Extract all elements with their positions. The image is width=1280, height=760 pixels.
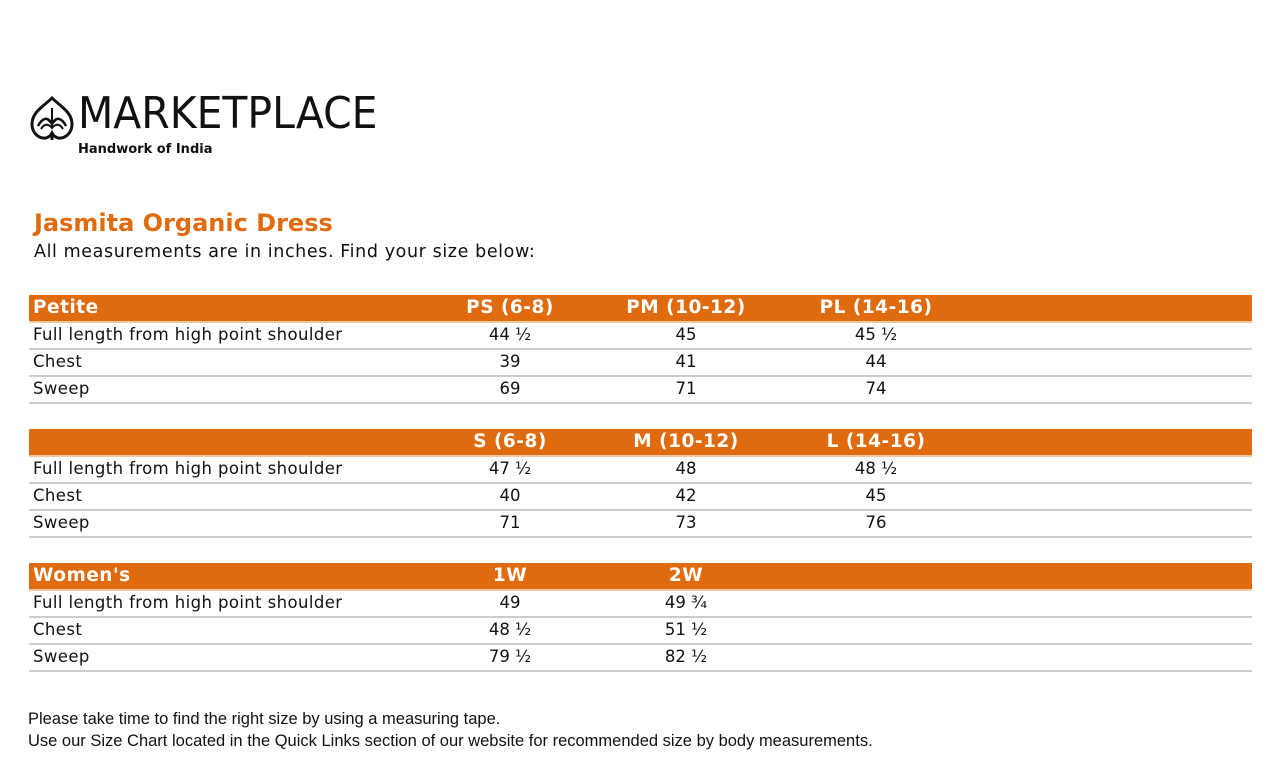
table-cell: 42 xyxy=(675,486,697,505)
table-row xyxy=(29,511,1252,538)
row-label: Full length from high point shoulder xyxy=(33,459,343,478)
table-cell: 71 xyxy=(499,513,521,532)
table-cell: 47 ½ xyxy=(488,459,532,478)
row-label: Chest xyxy=(33,352,83,371)
table-cell: 41 xyxy=(675,352,697,371)
table-cell: 44 ½ xyxy=(488,325,532,344)
row-label: Chest xyxy=(33,486,83,505)
table-cell: 45 ½ xyxy=(854,325,898,344)
row-label: Sweep xyxy=(33,647,90,666)
size-header: M (10-12) xyxy=(633,431,739,452)
table-cell: 45 xyxy=(675,325,697,344)
footer-note: Use our Size Chart located in the Quick Links section of our website for recommended size by body measurements. xyxy=(28,732,873,750)
table-label: Women's xyxy=(33,565,131,586)
size-header: PL (14-16) xyxy=(819,297,933,318)
row-label: Full length from high point shoulder xyxy=(33,325,343,344)
row-label: Sweep xyxy=(33,513,90,532)
table-row xyxy=(29,484,1252,511)
table-header-row xyxy=(29,295,1252,323)
brand-name: MARKETPLACE xyxy=(78,88,378,139)
table-cell: 48 ½ xyxy=(488,620,532,639)
size-header: L (14-16) xyxy=(826,431,926,452)
table-row xyxy=(29,377,1252,404)
table-cell: 49 ¾ xyxy=(664,593,708,612)
table-row xyxy=(29,457,1252,484)
size-header: S (6-8) xyxy=(473,431,547,452)
table-cell: 48 ½ xyxy=(854,459,898,478)
size-table-womens xyxy=(29,563,1252,672)
table-cell: 73 xyxy=(675,513,697,532)
table-header-row xyxy=(29,429,1252,457)
table-cell: 48 xyxy=(675,459,697,478)
table-cell: 39 xyxy=(499,352,521,371)
table-cell: 51 ½ xyxy=(664,620,708,639)
footer-note: Please take time to find the right size by using a measuring tape. xyxy=(28,710,501,728)
table-header-row xyxy=(29,563,1252,591)
table-row xyxy=(29,591,1252,618)
table-row xyxy=(29,645,1252,672)
size-table-petite xyxy=(29,295,1252,404)
table-row xyxy=(29,350,1252,377)
product-title: Jasmita Organic Dress xyxy=(34,209,333,237)
table-row xyxy=(29,618,1252,645)
measurement-note: All measurements are in inches. Find your size below: xyxy=(34,242,536,262)
brand-tagline: Handwork of India xyxy=(78,142,213,157)
table-cell: 69 xyxy=(499,379,521,398)
table-cell: 49 xyxy=(499,593,521,612)
size-table-misses xyxy=(29,429,1252,538)
table-cell: 45 xyxy=(865,486,887,505)
table-cell: 76 xyxy=(865,513,887,532)
leaf-logo-icon xyxy=(30,96,74,142)
size-header: PS (6-8) xyxy=(466,297,554,318)
table-cell: 74 xyxy=(865,379,887,398)
row-label: Sweep xyxy=(33,379,90,398)
row-label: Full length from high point shoulder xyxy=(33,593,343,612)
table-label: Petite xyxy=(33,297,99,318)
table-cell: 44 xyxy=(865,352,887,371)
size-header: 2W xyxy=(668,565,704,586)
size-header: PM (10-12) xyxy=(626,297,746,318)
table-cell: 79 ½ xyxy=(488,647,532,666)
table-cell: 82 ½ xyxy=(664,647,708,666)
row-label: Chest xyxy=(33,620,83,639)
table-row xyxy=(29,323,1252,350)
table-cell: 40 xyxy=(499,486,521,505)
size-header: 1W xyxy=(492,565,528,586)
table-cell: 71 xyxy=(675,379,697,398)
